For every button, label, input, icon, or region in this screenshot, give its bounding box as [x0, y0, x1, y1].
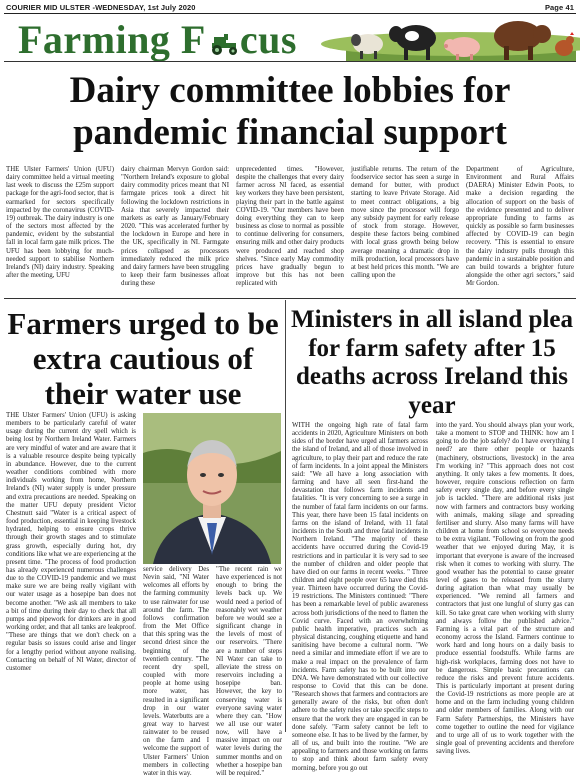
story2-column-3: "The recent rain we have experienced is not enough to bring the levels back up. We would need a period of reasonably wet weather before we would see a significant change in the levels of most of our reservoirs. "There are a number of steps NI Water can take to alleviate the stress on reservoirs including a hosepipe ban. However, the key to conserving water is everyone saving water where they can. "How we all use our water now, will have a massive impact on our water levels during the summer months and on whether a hosepipe ban will be required." [216, 566, 282, 777]
story1-column-4: justifiable returns. The return of the foodservice sector has seen a surge in demand for butter, with product starting to leave Private Storage. Aid to meet contract obligations, a big move since the processor will forgo any subsidy payment for early release of stock from storage. However, despite these factors being combined with local grass growth being below average meaning a dramatic drop in milk production, local processors have at best held prices this month. "We are calling upon the [351, 166, 459, 280]
brand-word-farming: Farming [18, 17, 171, 62]
publication-line: COURIER MID ULSTER -WEDNESDAY, 1st July 2020 [6, 2, 196, 12]
brand-word-focus-rest: cus [239, 17, 297, 62]
masthead [4, 13, 576, 62]
story1-column-3: unprecedented times. "However, despite the challenges that every dairy farmer across NI faced, as essential key workers they have been persistent, playing their part in the battle against COVID-19. "Our members have been doing everything they can to keep business as close to normal as possible to continue delivering for consumers, ensuring milk and other dairy products were produced and reached shop shelves. "Since early May commodity prices have gradually begun to improve but this has not been replicated with [236, 166, 344, 288]
masthead-rule [4, 61, 576, 62]
section-rule [4, 298, 576, 299]
story2-column-2: service delivery Des Nevin said, "NI Water welcomes all efforts by the farming community to use rainwater for use around the farm. The follows confirmation from the Met Office that this spring was the second driest since the beginning of the twentieth century. "The recent dry spell, coupled with more people at home using more water, has resulted in a significant drop in our water levels. Waterbutts are a great way to harvest rainwater to be reused on the farm and I welcome the support of Ulster Farmers' Union members in collecting water in this way. [143, 566, 209, 777]
story2-headline: Farmers urged to be extra cautious of their water use [7, 306, 279, 411]
story1-column-2: dairy chairman Mervyn Gordon said: "Northern Ireland's exposure to global dairy commodity prices meant that NI farmgate prices took a direct hit following the lockdown restrictions in Asia that severely impacted their markets as early as January/February 2020. "This was accelerated further by the lockdown in Europe and here in the UK, specifically in NI. Farmgate prices collapsed as processors immediately reduced the milk price and dairy farmers have been struggling to keep their farm businesses afloat during these [121, 166, 229, 288]
page-header [6, 1, 574, 13]
story3-column-2: into the yard. You should always plan your work, take a moment to STOP and THINK: how am I going to do the job safely? do I have everything I need? are there other people or hazards (machinery, obstructions, livestock) in the area I'm working in? "This approach does not cost anything. It only takes a few moments. It does, however, require conscious reflection on farm safety every single day, and before every single job is tackled. "There are additional risks just now with farmers and contractors busy working with animals, making silage and spreading fertiliser and slurry. Also many farms will have children at home from school so everyone needs to be extra vigilant. "Following on from the good weather that we enjoyed during May, it is important that everyone is aware of the increased risk when it comes to working with slurry. The good weather has the potential to cause greater level of gases to be released from the slurry during agitation than what may usually be experienced. "We remind all farmers and contractors that just one lungful of slurry gas can kill. So take great care when working with slurry and always follow the published advice." Farming is a vital part of the structure and economy across the Island. Farmers continue to work hard and long hours on a daily basis to produce essential foodstuffs. While farms are high-risk workplaces, farming does not have to be dangerous. Simple basic precautions can reduce the risks and prevent future accidents. This is particularly important at present during the Covid-19 restrictions as more people are at home and on the farm including young children and older members of families. Along with our Farm Safety Partnerships, the Ministers have come together to outline the need for vigilance and to urge all of us to work together with the single goal of preventing accidents and therefore saving lives. [436, 422, 574, 756]
story1-body [6, 166, 574, 294]
portrait-photo [143, 413, 281, 564]
story3-headline: Ministers in all island plea for farm safety after 15 deaths across Ireland this year [291, 306, 573, 419]
story3-column-1: WITH the ongoing high rate of fatal farm accidents in 2020, Agriculture Ministers on both sides of the border have urged all farmers across the island of Ireland, and all of those involved in agriculture, to play their part and reduce the rate of farm incidents. In a joint appeal the Ministers said: "We all have a long association with farming and have all seen first-hand the devastation that follows farm incidents and fatalities. "It is very concerning to see a surge in the number of fatal farm incidents on our farms. This year, there have been 15 fatal incidents on farms on the island of Ireland, with 11 fatal incidents in the South and three fatal incidents in Northern Ireland. "The majority of these accidents have occurred during the Covid-19 restrictions and in particular it is very sad to see the number of children and older people that have died on our farms in recent weeks. " Three children and eight people over 65 have died this year. Thirteen have occurred during the Covid-19 restrictions. The Ministers continued: "There has been a remarkable level of public awareness across both jurisdictions of the need to flatten the Covid curve. Faced with an overwhelming public health imperative, practices such as physical distancing, coughing etiquette and hand sanitising have become a cultural norm. "We need a similar and immediate effort if we are to make a real impact on the prevalence of farm incidents. Farm safety has to be built into our DNA. We have demonstrated with our collective response to Covid that this can be done. "Research shows that farmers and contractors are generally aware of the risks, but often don't adhere to the safety rules or take specific steps to ensure that the work they are engaged in can be done safely. "Farm safety cannot be left to someone else. It has to be lived by the farmer, by all of us, and built into the routine. "We are appealing to farmers and those working on farms to stop and think about farm safety every morning, before you go out [292, 422, 428, 772]
story2-column-1: THE Ulster Farmers' Union (UFU) is asking members to be particularly careful of water usage during the current dry spell which is being lost by Northern Ireland Water. Farmers are very mindful of water and are aware that it is a valuable resource despite being typically in abundance. However, due to the current weather conditions combined with more individuals working from home, Northern Ireland's (NI) water supply is under pressure and extra precautions are needed. Speaking on the matter UFU deputy president Victor Chestnutt said "Water is a critical aspect of food production, essential in keeping livestock hydrated, helping to ensure crops thrive through their growth stages and to stimulate grass growth, especially during hot, dry conditions like what we are experiencing at the present time. "The process of food production has already experienced numerous challenges due to the COVID-19 pandemic and we must make sure we are being really vigilant with our water usage as a hosepipe ban does not become another. "We ask all members to take a bit of time during their day to check that all pumps and pipework for drinkers are in good working order, and that all tanks are leakproof. "These are things that we don't check on a regular basis so issues could arise and linger for a lengthy period without anyone realising. Contacting on behalf of NI Water, director of customer [6, 412, 136, 672]
story3-body [292, 422, 574, 772]
story1-column-1: THE Ulster Farmers' Union (UFU) dairy committee held a virtual meeting last week to discuss the £25m support package for the agri-food sector, that is earmarked for sectors specifically impacted by the coronavirus (COVID-19) outbreak. The dairy industry is one of the sectors most affected by the pandemic, evident by the substantial fall in local farm gate milk prices. The UFU has been lobbying for much-needed support to stabilise Northern Ireland's (NI) dairy industry. Speaking after the meeting, UFU [6, 166, 114, 280]
brand-word-focus-f: F [180, 17, 206, 62]
story1-column-5: Department of Agriculture, Environment and Rural Affairs (DAERA) Minister Edwin Poots, to make a decision regarding the allocation of support on the basis of the evidence presented and to deliver appropriate funding to farms as quickly as possible so farm businesses affected by COVID-19 can begin recovery. "This is essential to ensure the dairy industry pulls through this pandemic in a sustainable position and can build towards a brighter future alongside the other agri sectors," said Mr Gordon. [466, 166, 574, 288]
tractor-icon [208, 33, 240, 55]
column-divider [285, 300, 286, 732]
farm-animals-image [346, 14, 576, 62]
page-number: Page 41 [544, 2, 574, 12]
story1-headline: Dairy committee lobbies for pandemic financial support [69, 70, 511, 153]
brand-logo [18, 18, 297, 62]
